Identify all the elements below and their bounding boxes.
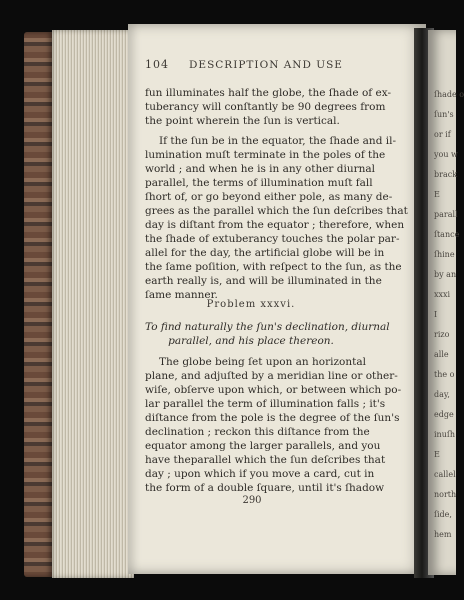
- facing-margin-word: alle: [434, 350, 449, 359]
- text-line: The globe being ſet upon an horizontal: [159, 356, 366, 368]
- text-line: tuberancy will conſtantly be 90 degrees from: [145, 101, 386, 113]
- facing-margin-word: I: [434, 310, 438, 319]
- facing-margin-word: ſhine: [434, 250, 455, 259]
- facing-margin-word: north: [434, 490, 457, 499]
- facing-margin-word: E: [434, 450, 440, 459]
- text-line: lumination muſt terminate in the poles of the: [145, 149, 386, 161]
- text-line: the form of a double ſquare, until it's ſhadow: [145, 482, 385, 494]
- facing-margin-word: rizo: [434, 330, 450, 339]
- facing-margin-word: ſhade o: [434, 90, 464, 99]
- facing-margin-word: inuſh: [434, 430, 455, 439]
- text-line: fun illuminates half the globe, the ſhade of ex-: [145, 87, 391, 99]
- text-line: If the ſun be in the equator, the ſhade and il-: [159, 135, 397, 147]
- problem-subtitle-line: parallel, and his place thereon.: [168, 335, 334, 347]
- text-line: plane, and adjuſted by a meridian line or other-: [145, 370, 398, 382]
- facing-margin-word: ſun's: [434, 110, 454, 119]
- page-number: 104: [145, 58, 169, 71]
- text-line: have theparallel which the ſun deſcribes that: [145, 454, 386, 466]
- text-line: earth really is, and will be illuminated in the: [145, 275, 382, 287]
- text-line: grees as the parallel which the ſun deſcribes that: [145, 205, 408, 217]
- problem-subtitle-line: To find naturally the ſun's declination, diurnal: [145, 321, 390, 333]
- facing-margin-word: ſide,: [434, 510, 452, 519]
- text-line: the point wherein the ſun is vertical.: [145, 115, 340, 127]
- text-line: world ; and when he is in any other diurnal: [145, 163, 376, 175]
- facing-margin-word: parall: [434, 210, 458, 219]
- facing-margin-word: you w: [434, 150, 458, 159]
- text-line: day is diſtant from the equator ; therefore, when: [145, 219, 405, 231]
- facing-page-fragment: [428, 30, 464, 575]
- text-line: parallel, the terms of illumination muſt fall: [145, 177, 373, 189]
- facing-margin-word: brack: [434, 170, 458, 179]
- facing-margin-word: ſtance: [434, 230, 460, 239]
- facing-margin-word: the o: [434, 370, 455, 379]
- text-line: lar parallel the term of illumination falls ; it's: [145, 398, 386, 410]
- text-line: the ſhade of extuberancy touches the polar par-: [145, 233, 400, 245]
- text-line: day ; upon which if you move a card, cut in: [145, 468, 375, 480]
- facing-margin-word: callel: [434, 470, 456, 479]
- facing-margin-word: day,: [434, 390, 450, 399]
- running-title: DESCRIPTION AND USE: [189, 59, 343, 71]
- text-line: ſame manner.: [145, 289, 218, 301]
- text-line: declination ; reckon this diſtance from the: [145, 426, 370, 438]
- text-line: the ſame poſition, with reſpect to the ſun, as the: [145, 261, 402, 273]
- facing-margin-word: hem: [434, 530, 452, 539]
- text-line: equator among the larger parallels, and you: [145, 440, 381, 452]
- facing-margin-word: edge: [434, 410, 454, 419]
- text-line: ſhort of, or go beyond either pole, as many de-: [145, 191, 393, 203]
- facing-margin-word: xxxi: [434, 290, 451, 299]
- text-line: wiſe, obſerve upon which, or between which po-: [145, 384, 402, 396]
- facing-margin-word: by an: [434, 270, 457, 279]
- marbled-cover-edge: [24, 32, 54, 577]
- facing-margin-word: or if: [434, 130, 451, 139]
- signature-mark: 290: [242, 495, 262, 506]
- problem-title: Problem xxxvi.: [206, 299, 296, 310]
- page-edges: [52, 30, 134, 578]
- facing-margin-word: E: [434, 190, 440, 199]
- text-line: diſtance from the pole is the degree of the ſun's: [145, 412, 400, 424]
- running-head: [145, 58, 355, 76]
- text-line: allel for the day, the artificial globe will be in: [145, 247, 385, 259]
